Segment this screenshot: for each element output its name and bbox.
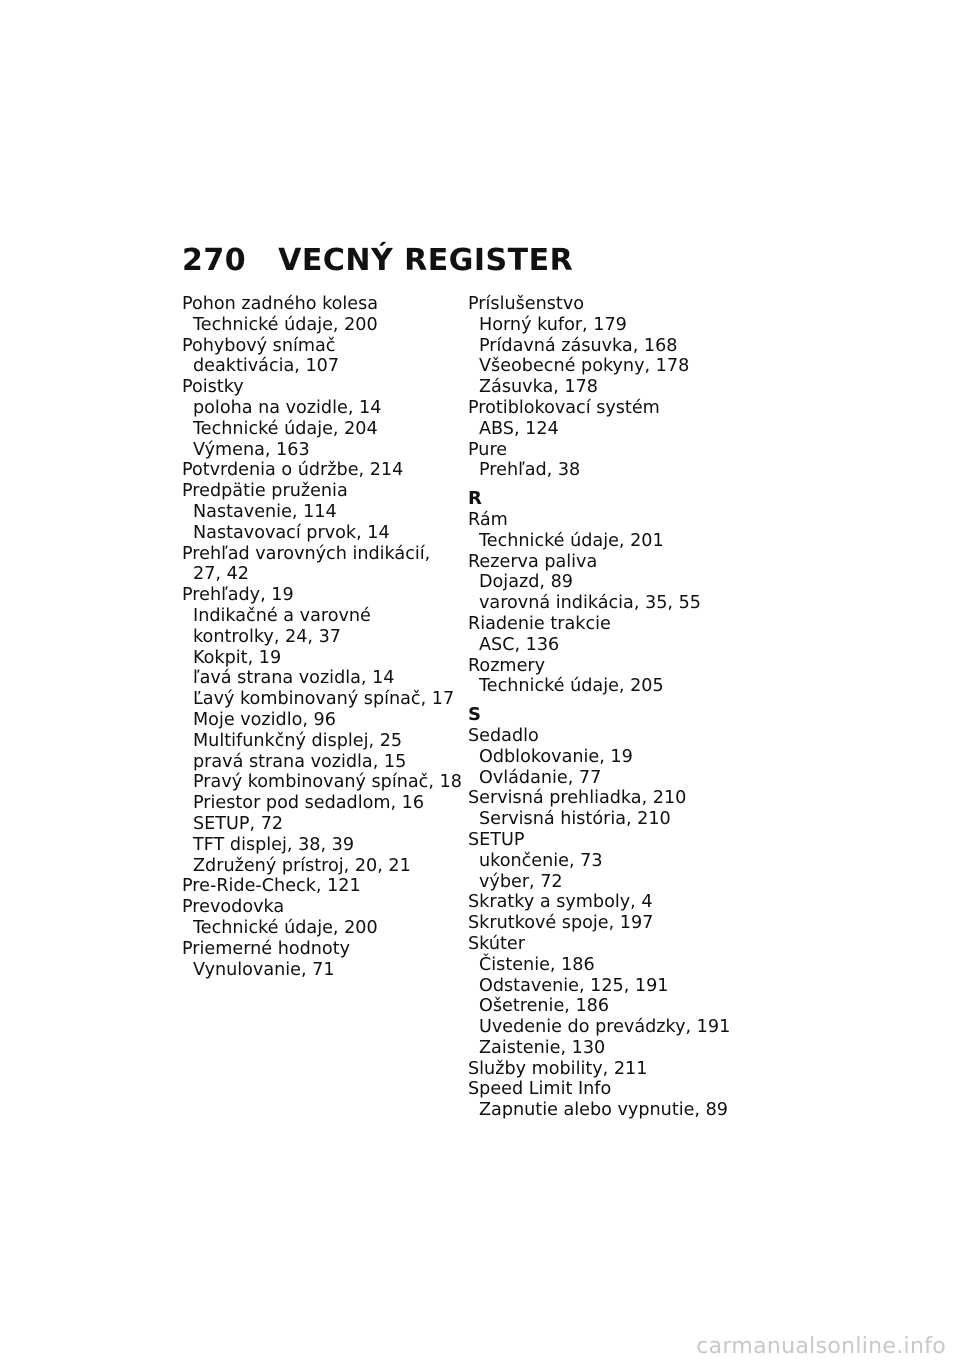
index-entry-term: Rozmery [468, 655, 546, 676]
index-entry [182, 294, 454, 336]
index-subentry: Ľavý kombinovaný spínač, 17 [193, 689, 455, 710]
index-subentry: Horný kufor, 179 [479, 314, 627, 335]
index-subentry: Čistenie, 186 [479, 954, 595, 975]
index-entry-term: Poistky [182, 377, 244, 398]
index-entry-term: Sedadlo [468, 725, 539, 746]
index-entry-term: Príslušenstvo [468, 294, 585, 314]
index-letter-heading: S [468, 704, 481, 726]
index-subentry: Ovládanie, 77 [479, 767, 602, 788]
index-entry [468, 934, 740, 1059]
index-entry-term: Potvrdenia o údržbe, 214 [182, 460, 404, 481]
index-entry-term: Rezerva paliva [468, 551, 598, 572]
page-header [182, 243, 573, 278]
index-entry [182, 585, 462, 876]
index-subentry: Ošetrenie, 186 [479, 996, 610, 1017]
index-entry-term: Rám [468, 509, 508, 530]
index-entry-term: Servisná prehliadka, 210 [468, 788, 687, 809]
index-entry [182, 544, 454, 586]
index-subentry: Indikačné a varovné kontrolky, 24, 37 [193, 605, 371, 647]
index-entry-term: Služby mobility, 211 [468, 1058, 648, 1079]
index-subentry: Moje vozidlo, 96 [193, 709, 336, 730]
index-subentry: Prehľad, 38 [479, 460, 581, 481]
index-entry-term: Skrutkové spoje, 197 [468, 913, 654, 934]
index-entry [468, 510, 740, 552]
index-entry [468, 830, 740, 892]
index-subentry: Technické údaje, 201 [479, 530, 664, 551]
index-subentry: Priestor pod sedadlom, 16 [193, 793, 425, 814]
index-subentry: Nastavenie, 114 [193, 501, 337, 522]
index-subentry: Zaistenie, 130 [479, 1037, 606, 1058]
index-column-right [468, 294, 740, 1121]
index-subentry: Nastavovací prvok, 14 [193, 522, 390, 543]
index-entry [468, 440, 740, 482]
index-entry-term: Pohybový snímač [182, 335, 336, 356]
index-subentry: poloha na vozidle, 14 [193, 397, 382, 418]
index-subentry: Zásuvka, 178 [479, 377, 598, 398]
index-entry-term: Protiblokovací systém [468, 397, 660, 418]
index-entry-term: SETUP [468, 829, 525, 850]
index-entry-term: Pure [468, 439, 508, 460]
index-subentry: ukončenie, 73 [479, 850, 603, 871]
index-entry [182, 897, 454, 939]
index-entry [182, 481, 454, 543]
page-title: VECNÝ REGISTER [278, 243, 574, 278]
index-subentry: Pravý kombinovaný spínač, 18 [193, 772, 462, 793]
index-subentry: Výmena, 163 [193, 439, 310, 460]
index-entry [468, 614, 740, 656]
index-column-left [182, 294, 462, 980]
index-entry-term: Prehľady, 19 [182, 585, 294, 606]
index-subentry: Technické údaje, 200 [193, 314, 378, 335]
index-subentry: Vynulovanie, 71 [193, 959, 335, 980]
index-subentry: Uvedenie do prevádzky, 191 [479, 1017, 731, 1038]
index-subentry: Technické údaje, 205 [479, 676, 664, 697]
index-entry [468, 656, 740, 698]
index-subentry: Odblokovanie, 19 [479, 746, 633, 767]
index-entry [468, 552, 740, 614]
index-subentry: Technické údaje, 204 [193, 418, 378, 439]
index-entry [468, 294, 740, 398]
index-subentry: TFT displej, 38, 39 [193, 834, 355, 855]
index-subentry: Servisná história, 210 [479, 809, 671, 830]
index-entry [182, 377, 454, 460]
index-entry [182, 336, 454, 378]
index-entry-term: Riadenie trakcie [468, 613, 611, 634]
index-entry-term: Skúter [468, 933, 525, 954]
index-subentry: deaktivácia, 107 [193, 356, 340, 377]
index-subentry: ASC, 136 [479, 634, 560, 655]
index-entry-term: Skratky a symboly, 4 [468, 892, 653, 913]
index-entry-term: Prehľad varovných indikácií, 27, 42 [182, 543, 431, 585]
index-subentry: Technické údaje, 200 [193, 917, 378, 938]
index-subentry: Kokpit, 19 [193, 647, 282, 668]
index-subentry: Združený prístroj, 20, 21 [193, 855, 411, 876]
index-subentry: pravá strana vozidla, 15 [193, 751, 407, 772]
index-entry [468, 1059, 740, 1080]
index-entry [468, 726, 740, 788]
index-subentry: Prídavná zásuvka, 168 [479, 335, 678, 356]
index-entry [182, 876, 454, 897]
index-entry [468, 892, 740, 913]
page-number: 270 [182, 243, 247, 278]
index-entry-term: Priemerné hodnoty [182, 938, 351, 959]
index-entry-term: Predpätie pruženia [182, 481, 348, 502]
index-entry [182, 460, 454, 481]
index-entry [468, 913, 740, 934]
index-entry-term: Pre-Ride-Check, 121 [182, 876, 361, 897]
index-subentry: Dojazd, 89 [479, 572, 573, 593]
index-subentry: SETUP, 72 [193, 813, 284, 834]
index-subentry: Multifunkčný displej, 25 [193, 730, 403, 751]
index-entry [468, 1079, 740, 1121]
index-subentry: výber, 72 [479, 871, 563, 892]
index-subentry: varovná indikácia, 35, 55 [479, 593, 701, 614]
index-entry-term: Pohon zadného kolesa [182, 294, 379, 314]
index-subentry: Zapnutie alebo vypnutie, 89 [479, 1100, 729, 1121]
watermark-text: carmanualsonline.info [696, 1334, 946, 1359]
index-subentry: Všeobecné pokyny, 178 [479, 356, 690, 377]
index-subentry: ABS, 124 [479, 418, 559, 439]
index-entry-term: Prevodovka [182, 897, 285, 918]
index-entry [468, 788, 740, 830]
index-subentry: ľavá strana vozidla, 14 [193, 668, 395, 689]
index-entry-term: Speed Limit Info [468, 1079, 612, 1100]
index-entry [182, 939, 454, 981]
index-letter-heading: R [468, 488, 482, 510]
index-subentry: Odstavenie, 125, 191 [479, 975, 669, 996]
index-entry [468, 398, 740, 440]
